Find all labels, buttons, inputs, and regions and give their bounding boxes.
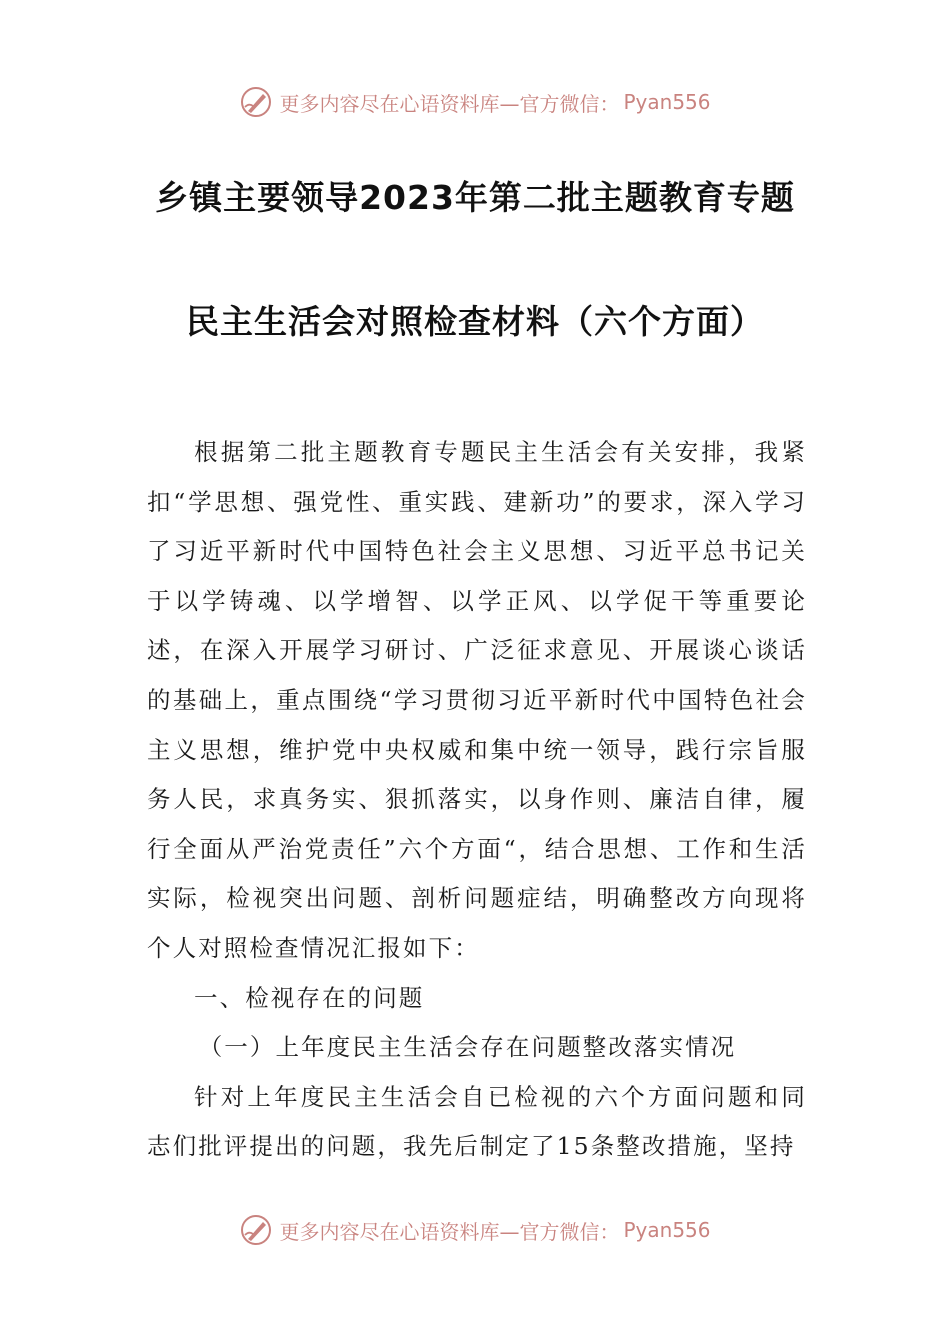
intro-paragraph: 根据第二批主题教育专题民主生活会有关安排，我紧扣“学思想、强党性、重实践、建新功”的要求，深入学习了习近平新时代中国特色社会主义思想、习近平总书记关于以学铸魂、以学增智、以学正风、以学促干等重要论述，在深入开展学习研讨、广泛征求意见、开展谈心谈话的基础上，重点围绕“学习贯彻习近平新时代中国特色社会主义思想，维护党中央权威和集中统一领导，践行宗旨服务人民，求真务实、狠抓落实，以身作则、廉洁自律，履行全面从严治党责任”六个方面“，结合思想、工作和生活实际，检视突出问题、剖析问题症结，明确整改方向现将个人对照检查情况汇报如下： (147, 438, 807, 962)
document-title-line-1: 乡镇主要领导2023年第二批主题教育专题 (155, 178, 795, 217)
quill-pen-icon (239, 85, 273, 119)
watermark-handle: Pyan556 (623, 90, 711, 114)
watermark-header (0, 82, 950, 122)
quill-pen-icon (239, 1213, 273, 1247)
document-title-line-2: 民主生活会对照检查材料（六个方面） (186, 302, 764, 341)
document-body (147, 428, 807, 1172)
body-paragraph: 针对上年度民主生活会自已检视的六个方面问题和同志们批评提出的问题，我先后制定了15条整改措施，坚持 (147, 1082, 807, 1161)
watermark-text: 更多内容尽在心语资料库—官方微信： (279, 1219, 620, 1244)
watermark-text: 更多内容尽在心语资料库—官方微信： (279, 91, 620, 116)
watermark-footer (0, 1210, 950, 1250)
watermark-handle: Pyan556 (623, 1218, 711, 1242)
section-heading: 一、检视存在的问题 (194, 983, 425, 1012)
subsection-heading: （一）上年度民主生活会存在问题整改落实情况 (198, 1033, 737, 1062)
